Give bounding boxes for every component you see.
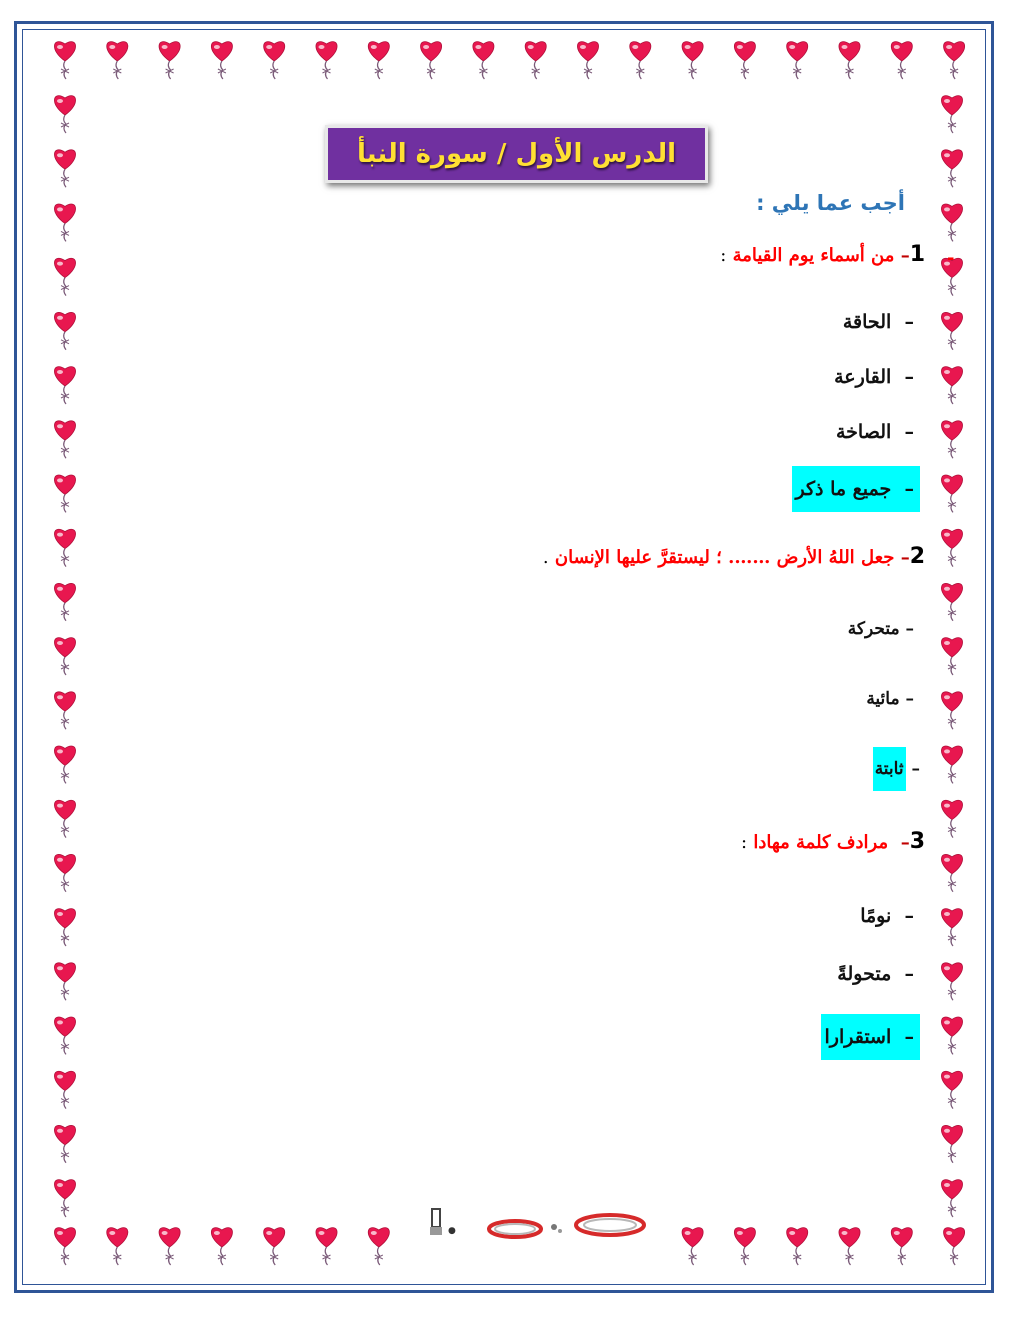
heart-balloon-icon (941, 529, 962, 566)
heart-balloon-icon (941, 963, 962, 1000)
option-2-2[interactable] (862, 676, 920, 722)
heart-balloon-icon (734, 42, 755, 79)
heart-balloon-icon (891, 42, 912, 79)
heart-balloon-icon (159, 42, 180, 79)
heart-balloon-icon (941, 1071, 962, 1108)
option-text: ثابتة (873, 747, 906, 791)
question-text: مرادف كلمة مهادا (753, 832, 889, 853)
question-dash: – (900, 547, 910, 568)
option-text: جميع ما ذكر (795, 478, 892, 500)
option-text: الحاقة (842, 311, 892, 333)
heart-balloon-icon (54, 583, 75, 620)
heart-balloon-icon (941, 800, 962, 837)
heart-balloon-icon (54, 909, 75, 946)
heart-balloon-icon (264, 1228, 285, 1265)
heart-balloon-icon (941, 746, 962, 783)
heart-balloon-icon (941, 204, 962, 241)
option-1-1[interactable] (839, 299, 920, 345)
heart-balloon-icon (54, 475, 75, 512)
option-dash: – (905, 689, 914, 709)
question-text: من أسماء يوم القيامة (732, 245, 895, 266)
heart-balloon-icon (941, 421, 962, 458)
heart-balloon-icon (421, 42, 442, 79)
heart-balloon-icon (734, 1228, 755, 1265)
option-dash: – (904, 963, 914, 985)
heart-balloon-icon (941, 638, 962, 675)
heart-balloon-icon (54, 312, 75, 349)
heart-balloon-icon (211, 42, 232, 79)
question-1 (720, 242, 925, 267)
option-text: القارعة (834, 366, 892, 388)
option-text: متحولةً (837, 963, 892, 985)
option-1-2[interactable] (830, 354, 920, 400)
option-dash: – (904, 1026, 914, 1048)
option-dash: – (905, 619, 914, 639)
heart-balloon-icon (473, 42, 494, 79)
heart-balloon-icon (941, 909, 962, 946)
option-text: متحركة (847, 619, 900, 639)
option-dash: – (911, 759, 920, 779)
heart-balloon-icon (941, 96, 962, 133)
question-3 (741, 829, 925, 854)
heart-balloon-icon (54, 204, 75, 241)
heart-balloon-icon (941, 692, 962, 729)
question-2 (543, 544, 925, 569)
heart-balloon-icon (54, 150, 75, 187)
heart-balloon-icon (368, 42, 389, 79)
heart-balloon-icon (211, 1228, 232, 1265)
heart-balloon-icon (891, 1228, 912, 1265)
instruction-heading: أجب عما يلي : (756, 191, 905, 215)
option-2-3-correct[interactable] (873, 746, 920, 792)
heart-balloon-icon (107, 42, 128, 79)
heart-balloon-icon (54, 746, 75, 783)
question-colon: . (542, 547, 549, 568)
question-colon: : (740, 832, 748, 853)
question-colon: : (720, 245, 727, 266)
question-text: جعل اللهُ الأرض ……. ؛ ليستقرَّ عليها الإنسان (554, 547, 895, 568)
heart-balloon-icon (54, 367, 75, 404)
option-2-1[interactable] (844, 606, 920, 652)
heart-balloon-icon (941, 312, 962, 349)
heart-balloon-icon (941, 1180, 962, 1217)
heart-balloon-icon (941, 150, 962, 187)
heart-balloon-icon (54, 692, 75, 729)
option-3-3-correct[interactable] (821, 1014, 921, 1060)
heart-balloon-icon (944, 1228, 965, 1265)
heart-balloon-icon (787, 42, 808, 79)
heart-balloon-icon (54, 42, 75, 79)
option-3-2[interactable] (833, 951, 920, 997)
logo-icon (420, 1203, 655, 1251)
lesson-title-box (325, 125, 708, 183)
question-dash: – (900, 245, 910, 266)
heart-balloon-icon (54, 529, 75, 566)
heart-balloon-icon (941, 1017, 962, 1054)
heart-balloon-icon (54, 854, 75, 891)
heart-balloon-icon (316, 42, 337, 79)
option-1-4-correct[interactable] (792, 466, 921, 512)
heart-balloon-icon (682, 1228, 703, 1265)
heart-balloon-icon (941, 583, 962, 620)
question-number: 2 (909, 544, 925, 569)
heart-balloon-icon (941, 367, 962, 404)
question-number: 1 (909, 242, 925, 267)
heart-balloon-icon (525, 42, 546, 79)
heart-balloon-icon (54, 963, 75, 1000)
lesson-title: الدرس الأول / سورة النبأ (356, 139, 677, 169)
heart-balloon-icon (54, 1180, 75, 1217)
option-dash: – (904, 366, 914, 388)
heart-balloon-icon (159, 1228, 180, 1265)
heart-balloon-icon (54, 800, 75, 837)
heart-balloon-icon (944, 42, 965, 79)
heart-balloon-icon (54, 96, 75, 133)
heart-balloon-icon (941, 854, 962, 891)
option-text: الصاخة (836, 421, 892, 443)
question-dash: – (900, 832, 910, 853)
heart-balloon-icon (54, 1017, 75, 1054)
option-1-3[interactable] (832, 409, 920, 455)
heart-balloon-icon (54, 638, 75, 675)
heart-balloon-icon (54, 258, 75, 295)
heart-balloon-icon (54, 421, 75, 458)
heart-balloon-icon (54, 1125, 75, 1162)
heart-balloon-icon (787, 1228, 808, 1265)
option-dash: – (904, 421, 914, 443)
option-dash: – (904, 311, 914, 333)
option-dash: – (904, 905, 914, 927)
heart-balloon-icon (368, 1228, 389, 1265)
question-number: 3 (909, 829, 925, 854)
option-dash: – (904, 478, 914, 500)
option-text: مائية (866, 689, 900, 709)
heart-balloon-icon (941, 475, 962, 512)
heart-balloon-icon (839, 42, 860, 79)
option-3-1[interactable] (856, 893, 920, 939)
svg-text:●: ● (448, 1226, 456, 1236)
heart-balloon-icon (54, 1228, 75, 1265)
heart-balloon-icon (682, 42, 703, 79)
stray-mark: - (947, 248, 955, 269)
heart-balloon-icon (839, 1228, 860, 1265)
heart-balloon-icon (630, 42, 651, 79)
heart-balloon-icon (316, 1228, 337, 1265)
heart-balloon-icon (107, 1228, 128, 1265)
heart-balloon-icon (941, 1125, 962, 1162)
option-text: استقرارا (824, 1026, 892, 1048)
heart-balloon-icon (264, 42, 285, 79)
option-text: نومًا (860, 905, 892, 927)
heart-balloon-icon (577, 42, 598, 79)
heart-balloon-icon (54, 1071, 75, 1108)
